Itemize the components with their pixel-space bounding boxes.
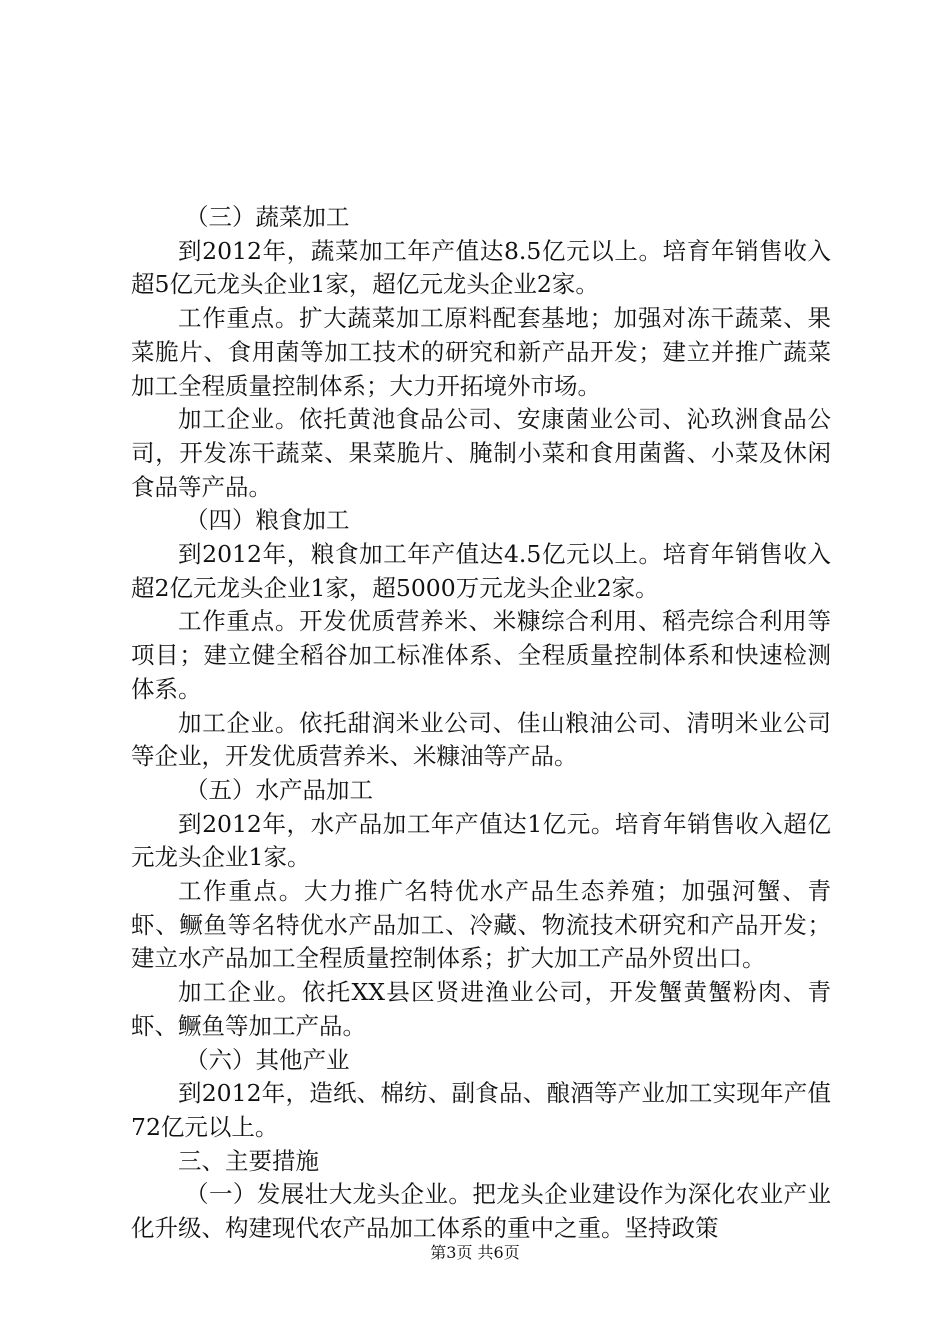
paragraph: 到2012年，蔬菜加工年产值达8.5亿元以上。培育年销售收入超5亿元龙头企业1家，超亿元龙头企业2家。 [131,236,831,299]
paragraph: 加工企业。依托甜润米业公司、佳山粮油公司、清明米业公司等企业，开发优质营养米、米糠油等产品。 [131,708,831,771]
paragraph: 到2012年，水产品加工年产值达1亿元。培育年销售收入超亿元龙头企业1家。 [131,809,831,872]
section-heading-measures: 三、主要措施 [178,1146,319,1175]
paragraph: 工作重点。扩大蔬菜加工原料配套基地；加强对冻干蔬菜、果菜脆片、食用菌等加工技术的研究和新产品开发；建立并推广蔬菜加工全程质量控制体系；大力开拓境外市场。 [131,304,831,400]
paragraph: （一）发展壮大龙头企业。把龙头企业建设作为深化农业产业化升级、构建现代农产品加工体系的重中之重。坚持政策 [131,1180,831,1243]
section-heading-other: （六）其他产业 [185,1045,350,1074]
paragraph: 到2012年，粮食加工年产值达4.5亿元以上。培育年销售收入超2亿元龙头企业1家，超5000万元龙头企业2家。 [131,540,831,602]
section-heading-grain: （四）粮食加工 [185,506,350,535]
document-body [131,201,831,1246]
paragraph: 工作重点。开发优质营养米、米糠综合利用、稻壳综合利用等项目；建立健全稻谷加工标准体系、全程质量控制体系和快速检测体系。 [131,607,831,703]
section-heading-aquatic: （五）水产品加工 [185,775,374,804]
paragraph: 加工企业。依托黄池食品公司、安康菌业公司、沁玖洲食品公司，开发冻干蔬菜、果菜脆片、腌制小菜和食用菌酱、小菜及休闲食品等产品。 [131,405,831,501]
paragraph: 工作重点。大力推广名特优水产品生态养殖；加强河蟹、青虾、鳜鱼等名特优水产品加工、冷藏、物流技术研究和产品开发；建立水产品加工全程质量控制体系；扩大加工产品外贸出口。 [131,877,831,973]
section-heading-vegetable: （三）蔬菜加工 [185,203,350,231]
paragraph: 到2012年，造纸、棉纺、副食品、酿酒等产业加工实现年产值72亿元以上。 [131,1079,831,1141]
paragraph: 加工企业。依托XX县区贤进渔业公司，开发蟹黄蟹粉肉、青虾、鳜鱼等加工产品。 [131,978,831,1040]
page-footer: 第3页 共6页 [430,1243,520,1262]
